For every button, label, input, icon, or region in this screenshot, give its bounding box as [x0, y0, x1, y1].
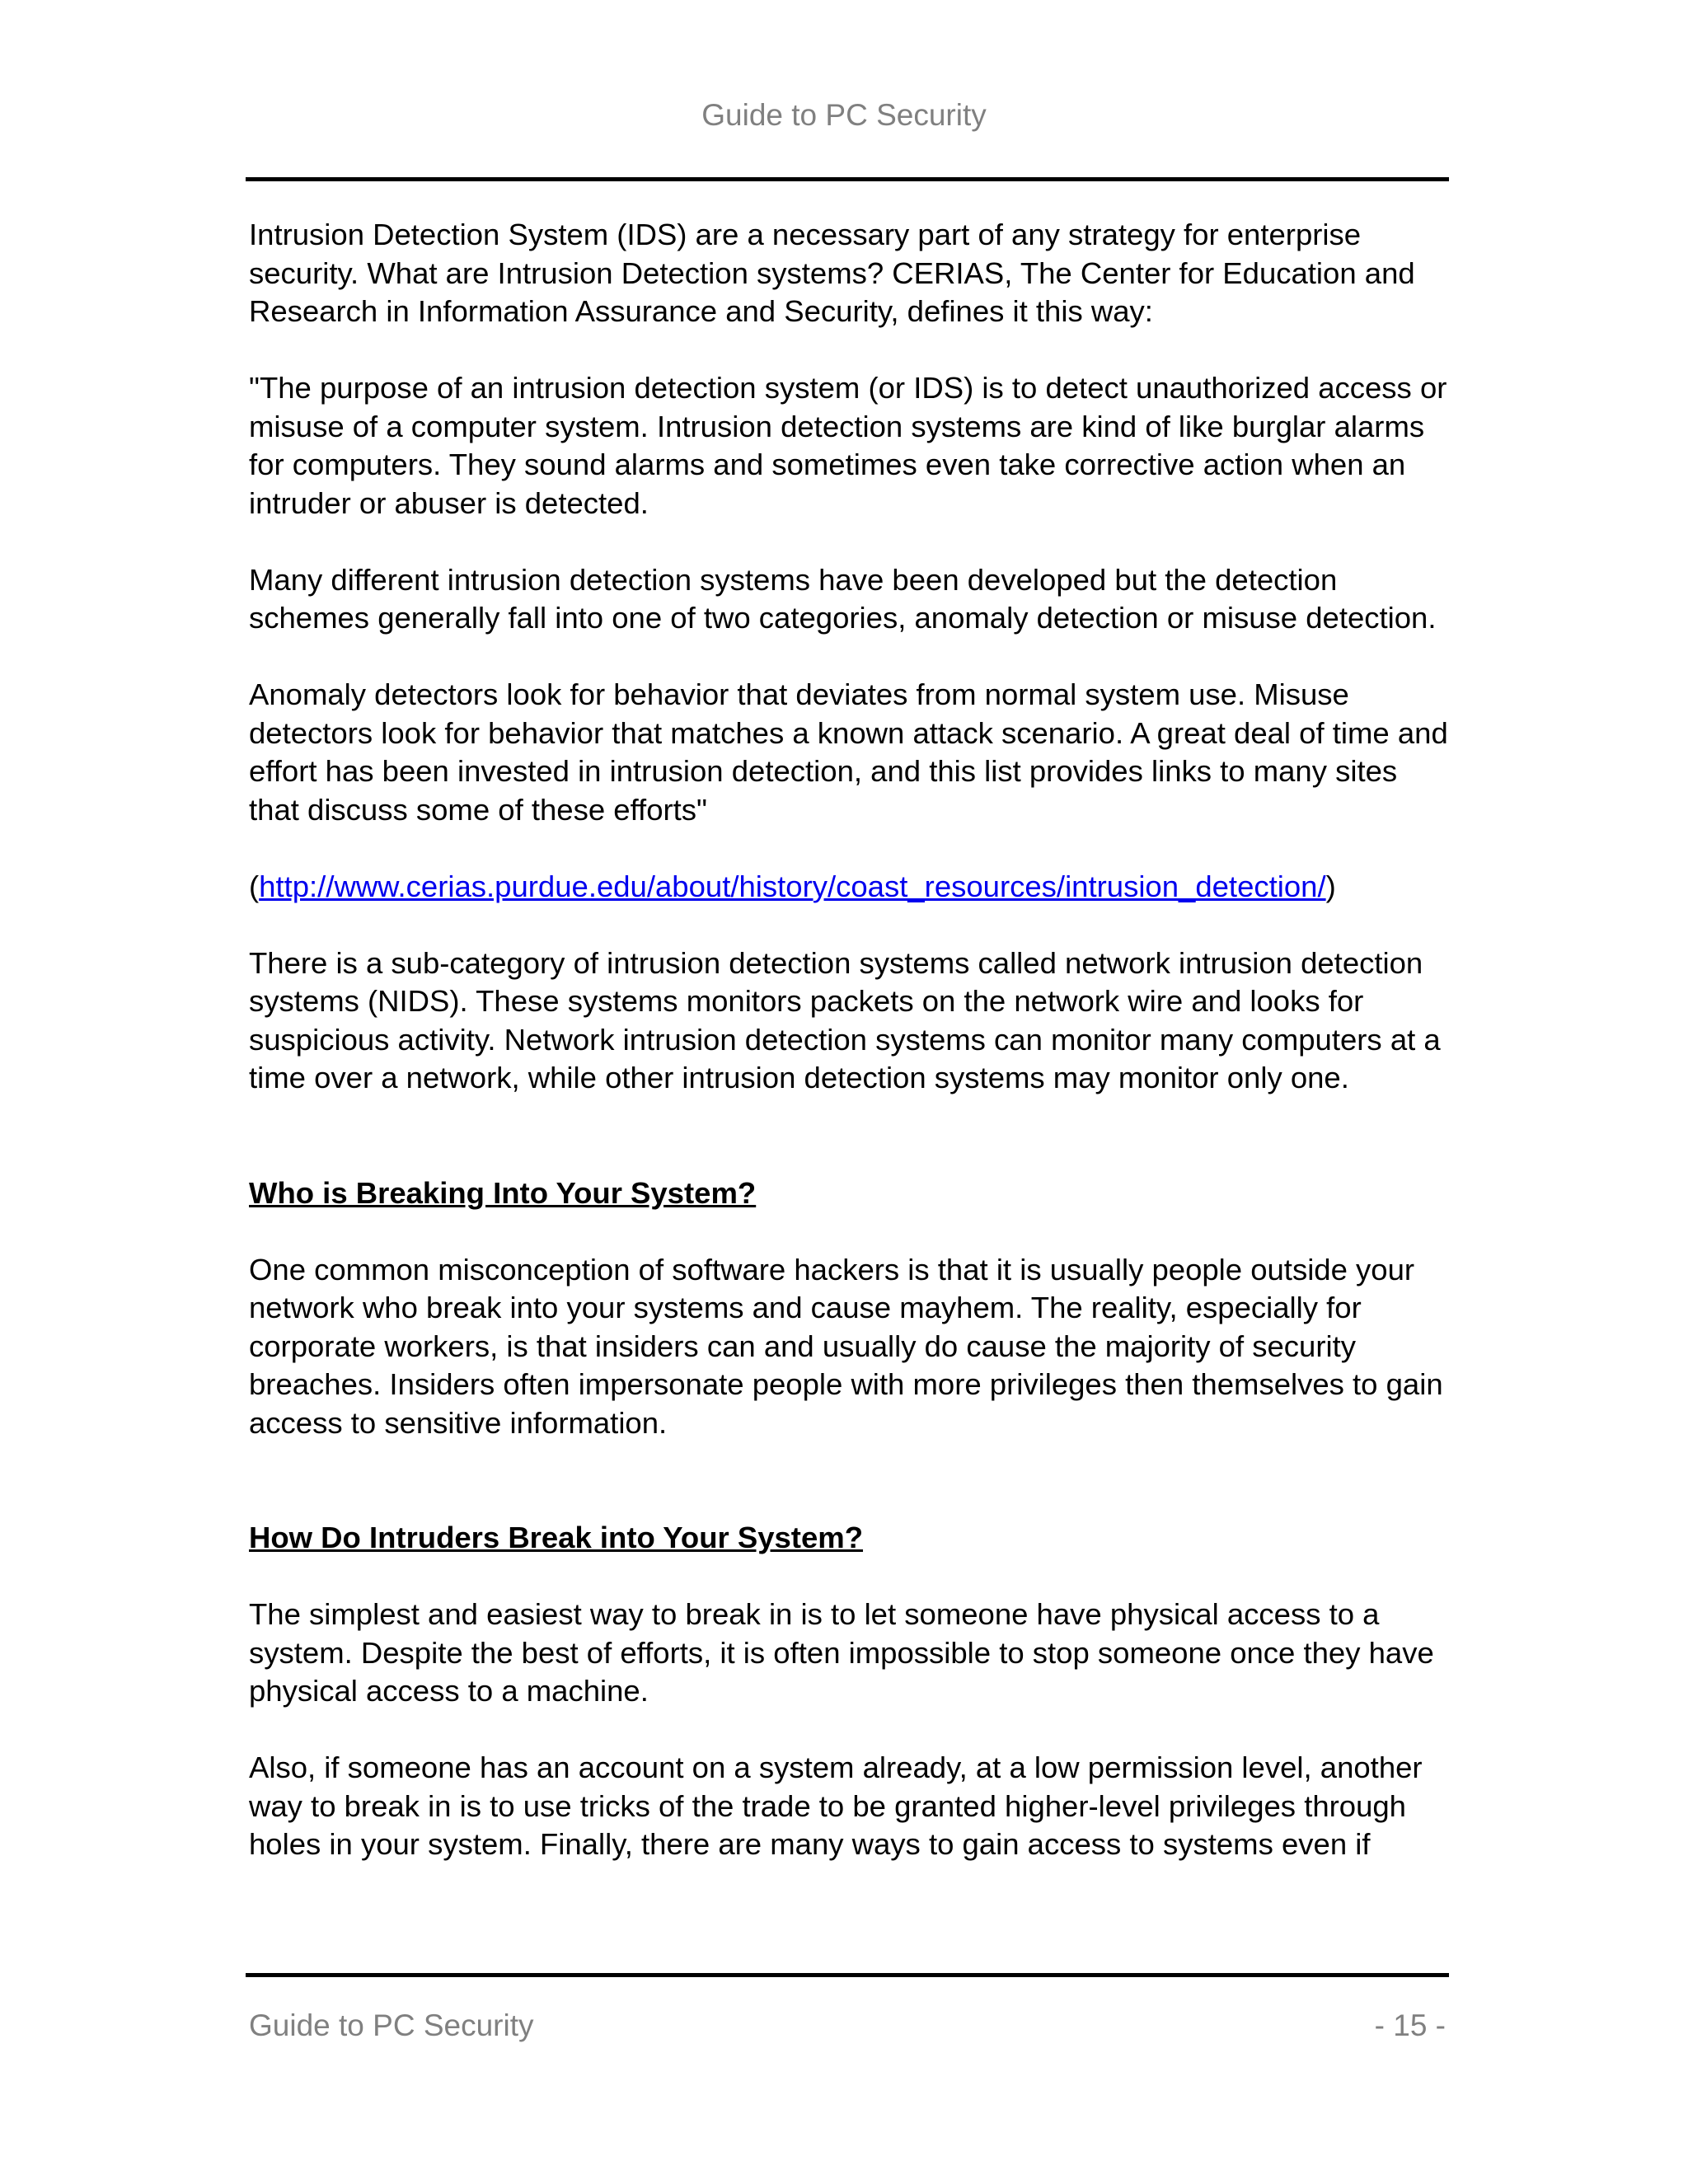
paragraph-insiders: One common misconception of software hackers is that it is usually people outside your network who break into your systems and cause mayhem. The reality, especially for corporate workers, is that insiders can and usually do cause the majority of security breaches. Insiders often impersonate people with more privileges then themselves to gain access to sensitive information. [249, 1252, 1443, 1440]
heading-how-intruders-break-in: How Do Intruders Break into Your System? [249, 1521, 864, 1554]
link-close-paren: ) [1325, 869, 1336, 903]
paragraph-source-link [249, 868, 1452, 907]
paragraph-privilege-escalation: Also, if someone has an account on a system already, at a low permission level, another way to break in is to use tricks of the trade to be granted higher-level privileges through holes in your system. Finally, there are many ways to gain access to systems even if [249, 1750, 1423, 1861]
page-header: Guide to PC Security [701, 98, 987, 132]
header-divider [246, 177, 1449, 181]
cerias-link[interactable]: http://www.cerias.purdue.edu/about/history/coast_resources/intrusion_detection/ [259, 869, 1326, 903]
link-open-paren: ( [249, 869, 260, 903]
footer-title: Guide to PC Security [249, 2008, 534, 2042]
paragraph-ids-intro: Intrusion Detection System (IDS) are a necessary part of any strategy for enterprise security. What are Intrusion Detection systems? CERIAS, The Center for Education and Research in Information Assurance and Security, defines it this way: [249, 218, 1415, 328]
page-number: - 15 - [1374, 2008, 1446, 2042]
footer-divider [246, 1973, 1449, 1977]
paragraph-ids-quote: "The purpose of an intrusion detection system (or IDS) is to detect unauthorized access or misuse of a computer system. Intrusion detection systems are kind of like burglar alarms for computers. They sound alarms and sometimes even take corrective action when an intruder or abuser is detected. [249, 371, 1447, 520]
paragraph-physical-access: The simplest and easiest way to break in is to let someone have physical access to a system. Despite the best of efforts, it is often impossible to stop someone once they have physical access to a machine. [249, 1597, 1434, 1708]
paragraph-nids: There is a sub-category of intrusion detection systems called network intrusion detection systems (NIDS). These systems monitors packets on the network wire and looks for suspicious activity. Network intrusion detection systems can monitor many computers at a time over a network, while other intrusion detection systems may monitor only one. [249, 945, 1441, 1094]
paragraph-detection-categories: Many different intrusion detection systems have been developed but the detection schemes generally fall into one of two categories, anomaly detection or misuse detection. [249, 562, 1437, 635]
page-content [249, 216, 1452, 1864]
paragraph-anomaly-misuse: Anomaly detectors look for behavior that deviates from normal system use. Misuse detectors look for behavior that matches a known attack scenario. A great deal of time and effort has been invested in intrusion detection, and this list provides links to many sites that discuss some of these efforts" [249, 677, 1448, 827]
heading-who-is-breaking-in: Who is Breaking Into Your System? [249, 1175, 757, 1210]
